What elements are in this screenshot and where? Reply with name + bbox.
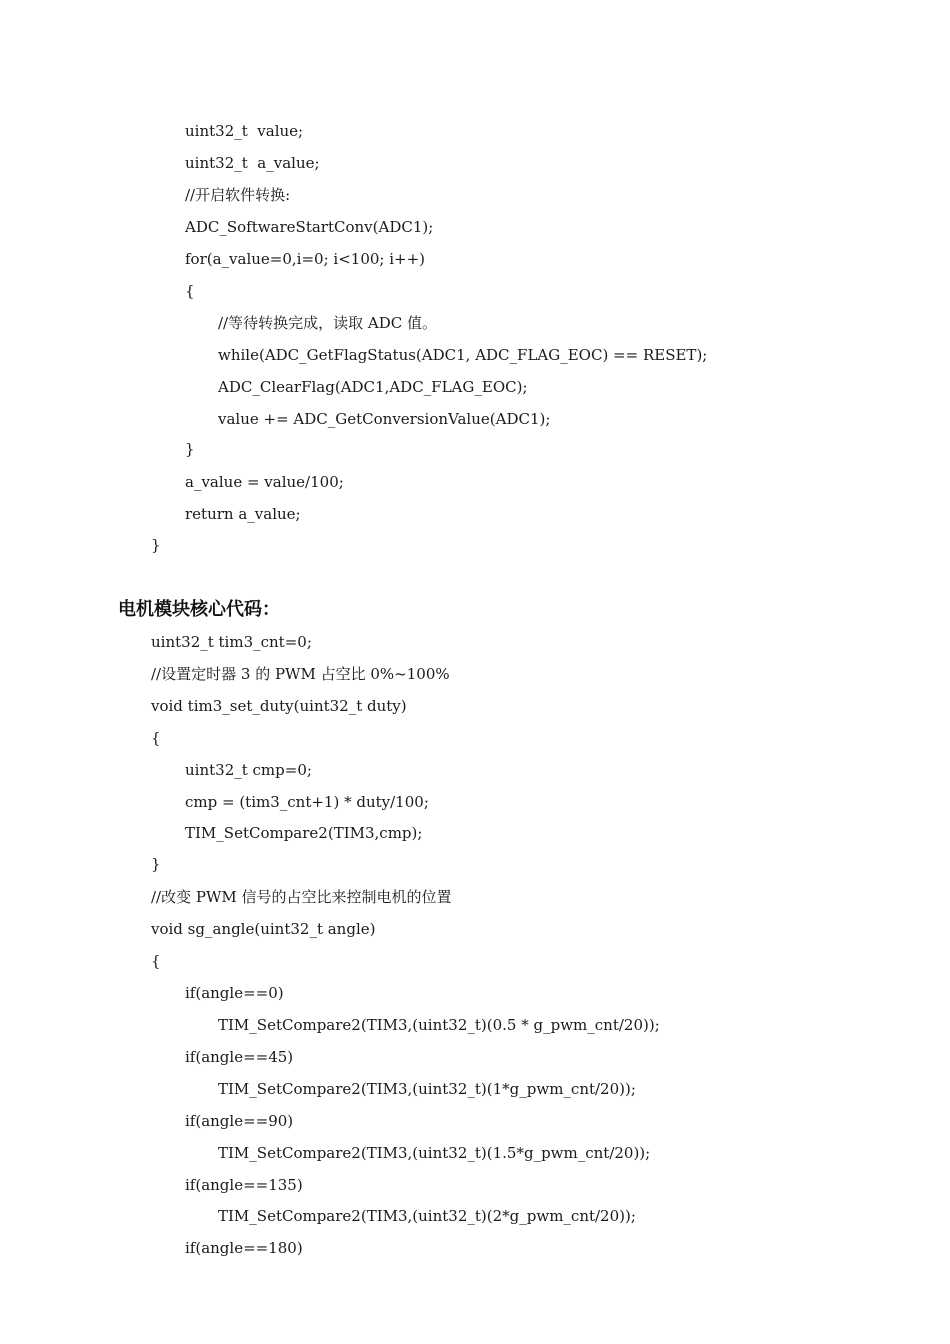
code-brace: } bbox=[151, 536, 161, 554]
code-line: void sg_angle(uint32_t angle) bbox=[151, 920, 376, 938]
code-comment: //等待转换完成，读取 ADC 值。 bbox=[218, 314, 437, 332]
code-line: while(ADC_GetFlagStatus(ADC1, ADC_FLAG_EOC) == RESET); bbox=[218, 346, 708, 364]
code-comment: //开启软件转换: bbox=[185, 186, 291, 204]
code-line: uint32_t tim3_cnt=0; bbox=[151, 633, 312, 651]
code-brace: } bbox=[185, 440, 195, 458]
code-line: if(angle==45) bbox=[185, 1048, 294, 1066]
code-brace: { bbox=[151, 729, 161, 747]
code-line: uint32_t value; bbox=[185, 122, 304, 140]
code-line: uint32_t cmp=0; bbox=[185, 761, 312, 779]
code-line: uint32_t a_value; bbox=[185, 154, 320, 172]
code-line: for(a_value=0,i=0; i<100; i++) bbox=[185, 250, 426, 268]
code-line: return a_value; bbox=[185, 505, 301, 523]
section-heading: 电机模块核心代码： bbox=[118, 599, 280, 620]
code-line: value += ADC_GetConversionValue(ADC1); bbox=[218, 410, 551, 428]
code-brace: { bbox=[151, 952, 161, 970]
code-line: ADC_ClearFlag(ADC1,ADC_FLAG_EOC); bbox=[218, 378, 528, 396]
code-line: cmp = (tim3_cnt+1) * duty/100; bbox=[185, 793, 429, 811]
code-line: if(angle==0) bbox=[185, 984, 284, 1002]
code-line: if(angle==90) bbox=[185, 1112, 294, 1130]
code-brace: { bbox=[185, 282, 195, 300]
code-line: TIM_SetCompare2(TIM3,(uint32_t)(2*g_pwm_cnt/20)); bbox=[218, 1207, 636, 1225]
code-line: TIM_SetCompare2(TIM3,(uint32_t)(1.5*g_pwm_cnt/20)); bbox=[218, 1144, 651, 1162]
code-line: if(angle==180) bbox=[185, 1239, 303, 1257]
code-comment: //设置定时器 3 的 PWM 占空比 0%~100% bbox=[151, 665, 450, 683]
code-line: if(angle==135) bbox=[185, 1176, 303, 1194]
code-line: ADC_SoftwareStartConv(ADC1); bbox=[185, 218, 434, 236]
code-line: TIM_SetCompare2(TIM3,(uint32_t)(0.5 * g_pwm_cnt/20)); bbox=[218, 1016, 660, 1034]
code-line: a_value = value/100; bbox=[185, 473, 344, 491]
code-brace: } bbox=[151, 855, 161, 873]
code-line: void tim3_set_duty(uint32_t duty) bbox=[151, 697, 407, 715]
code-line: TIM_SetCompare2(TIM3,cmp); bbox=[185, 824, 423, 842]
code-comment: //改变 PWM 信号的占空比来控制电机的位置 bbox=[151, 888, 452, 906]
code-line: TIM_SetCompare2(TIM3,(uint32_t)(1*g_pwm_cnt/20)); bbox=[218, 1080, 636, 1098]
